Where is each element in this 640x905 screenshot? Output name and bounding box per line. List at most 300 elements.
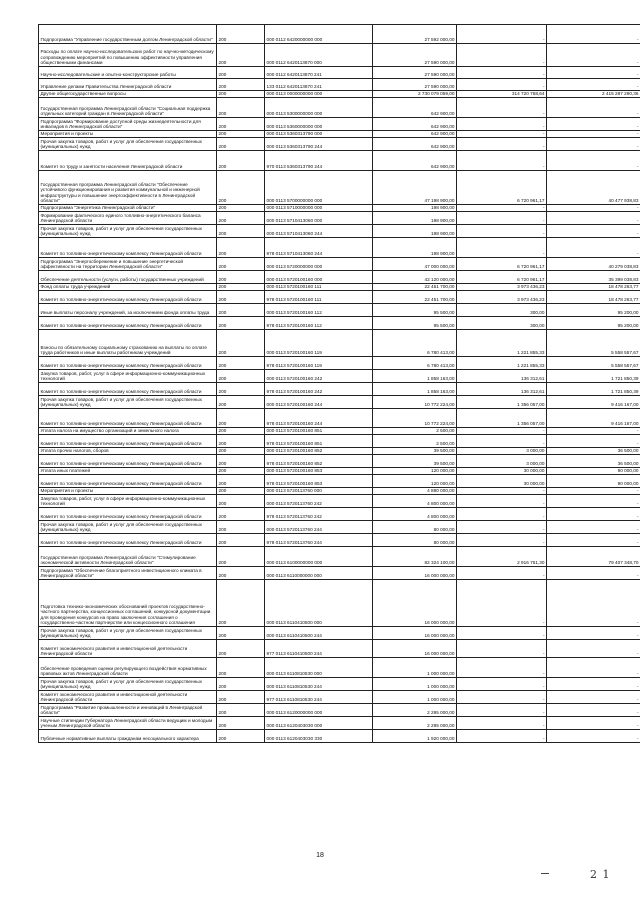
row-name-cell: Комитет экономического развития и инвестиционной деятельности Ленинградской области bbox=[39, 640, 217, 658]
row-approved-amount-cell: 4 800 000,00 bbox=[373, 495, 457, 508]
row-executed-amount-cell: 1 221 855,33 bbox=[457, 330, 547, 357]
table-row bbox=[39, 627, 640, 640]
row-line-code-cell: 200 bbox=[217, 627, 265, 640]
row-line-code-cell: 200 bbox=[217, 730, 265, 743]
row-unexecuted-amount-cell: - bbox=[547, 25, 640, 44]
row-line-code-cell: 200 bbox=[217, 475, 265, 488]
row-approved-amount-cell: 10 772 224,00 bbox=[373, 396, 457, 409]
row-approved-amount-cell: 2 295 000,00 bbox=[373, 704, 457, 717]
row-unexecuted-amount-cell: - bbox=[547, 212, 640, 225]
row-approved-amount-cell: 80 000,00 bbox=[373, 534, 457, 547]
row-unexecuted-amount-cell: 9 416 167,00 bbox=[547, 396, 640, 409]
row-classification-code-cell: 000 0113 5720100160 242 bbox=[265, 370, 373, 383]
row-line-code-cell: 200 bbox=[217, 409, 265, 428]
row-classification-code-cell: 000 0113 5720100160 853 bbox=[265, 468, 373, 475]
row-line-code-cell: 200 bbox=[217, 495, 265, 508]
row-unexecuted-amount-cell: 1 721 850,39 bbox=[547, 383, 640, 396]
row-classification-code-cell: 000 0113 6100000000 000 bbox=[265, 547, 373, 567]
row-executed-amount-cell: 6 720 961,17 bbox=[457, 171, 547, 205]
row-classification-code-cell: 000 0113 6110410500 000 bbox=[265, 580, 373, 627]
row-unexecuted-amount-cell: - bbox=[547, 435, 640, 448]
row-unexecuted-amount-cell: 9 416 167,00 bbox=[547, 409, 640, 428]
row-executed-amount-cell: - bbox=[457, 25, 547, 44]
row-classification-code-cell: 000 0113 5710413060 244 bbox=[265, 225, 373, 238]
row-name-cell: Прочая закупка товаров, работ и услуг для обеспечения государственных (муниципальных) нужд bbox=[39, 627, 217, 640]
table-row bbox=[39, 271, 640, 284]
row-line-code-cell: 200 bbox=[217, 258, 265, 271]
row-classification-code-cell: 000 0113 5720113760 244 bbox=[265, 521, 373, 534]
table-row bbox=[39, 495, 640, 508]
row-approved-amount-cell: 22 451 700,00 bbox=[373, 291, 457, 304]
row-unexecuted-amount-cell: 2 415 287 290,36 bbox=[547, 91, 640, 98]
row-approved-amount-cell: 4 800 000,00 bbox=[373, 508, 457, 521]
row-executed-amount-cell: 3 973 436,23 bbox=[457, 291, 547, 304]
row-unexecuted-amount-cell: - bbox=[547, 98, 640, 118]
row-line-code-cell: 200 bbox=[217, 225, 265, 238]
table-row bbox=[39, 448, 640, 455]
row-classification-code-cell: 000 0112 6420000000 000 bbox=[265, 25, 373, 44]
table-row bbox=[39, 67, 640, 79]
row-name-cell: Мероприятия и проекты bbox=[39, 488, 217, 495]
row-line-code-cell: 200 bbox=[217, 640, 265, 658]
table-row bbox=[39, 468, 640, 475]
row-name-cell: Мероприятия и проекты bbox=[39, 131, 217, 138]
row-classification-code-cell: 000 0113 5720113760 000 bbox=[265, 488, 373, 495]
row-line-code-cell: 200 bbox=[217, 678, 265, 691]
row-unexecuted-amount-cell: 40 279 038,83 bbox=[547, 258, 640, 271]
row-approved-amount-cell: 6 780 413,00 bbox=[373, 330, 457, 357]
row-name-cell: Комитет по топливно-энергетическому комплексу Ленинградской области bbox=[39, 317, 217, 330]
row-approved-amount-cell: 47 198 900,00 bbox=[373, 171, 457, 205]
row-name-cell: Комитет экономического развития и инвестиционной деятельности Ленинградской области bbox=[39, 691, 217, 704]
table-row bbox=[39, 717, 640, 730]
table-row bbox=[39, 291, 640, 304]
table-row bbox=[39, 508, 640, 521]
row-name-cell: Иные выплаты персоналу учреждений, за исключением фонда оплаты труда bbox=[39, 304, 217, 317]
row-executed-amount-cell: 1 356 057,00 bbox=[457, 396, 547, 409]
row-name-cell: Фонд оплаты труда учреждений bbox=[39, 284, 217, 291]
row-name-cell: Государственная программа Ленинградской области "Стимулирование экономической активности Ленинградской области" bbox=[39, 547, 217, 567]
table-row bbox=[39, 138, 640, 151]
table-row bbox=[39, 131, 640, 138]
row-executed-amount-cell: 1 356 057,00 bbox=[457, 409, 547, 428]
row-classification-code-cell: 000 0113 5720100160 111 bbox=[265, 284, 373, 291]
row-name-cell: Научно-исследовательские и опытно-конструкторские работы bbox=[39, 67, 217, 79]
table-row bbox=[39, 284, 640, 291]
row-unexecuted-amount-cell: 90 000,00 bbox=[547, 468, 640, 475]
row-unexecuted-amount-cell: 1 721 850,39 bbox=[547, 370, 640, 383]
table-row bbox=[39, 475, 640, 488]
row-approved-amount-cell: 16 000 000,00 bbox=[373, 627, 457, 640]
row-name-cell: Комитет по топливно-энергетическому комплексу Ленинградской области bbox=[39, 409, 217, 428]
table-row bbox=[39, 171, 640, 205]
row-line-code-cell: 200 bbox=[217, 317, 265, 330]
table-row bbox=[39, 396, 640, 409]
row-line-code-cell: 200 bbox=[217, 428, 265, 435]
row-classification-code-cell: 000 0113 6110810530 000 bbox=[265, 658, 373, 678]
row-executed-amount-cell: 1 221 855,33 bbox=[457, 357, 547, 370]
row-executed-amount-cell: 30 000,00 bbox=[457, 475, 547, 488]
row-classification-code-cell: 000 0112 6420113870 000 bbox=[265, 44, 373, 67]
row-line-code-cell: 200 bbox=[217, 330, 265, 357]
row-executed-amount-cell: - bbox=[457, 67, 547, 79]
row-line-code-cell: 200 bbox=[217, 717, 265, 730]
row-unexecuted-amount-cell: 79 407 348,70 bbox=[547, 547, 640, 567]
row-executed-amount-cell: - bbox=[457, 627, 547, 640]
row-unexecuted-amount-cell: - bbox=[547, 627, 640, 640]
row-classification-code-cell: 000 0113 5720100160 244 bbox=[265, 396, 373, 409]
row-unexecuted-amount-cell: 18 478 263,77 bbox=[547, 284, 640, 291]
row-name-cell: Прочая закупка товаров, работ и услуг для обеспечения государственных (муниципальных) нужд bbox=[39, 521, 217, 534]
row-name-cell: Прочая закупка товаров, работ и услуг для обеспечения государственных (муниципальных) нужд bbox=[39, 225, 217, 238]
row-classification-code-cell: 000 0113 5300000000 000 bbox=[265, 98, 373, 118]
row-executed-amount-cell: - bbox=[457, 704, 547, 717]
row-executed-amount-cell: - bbox=[457, 212, 547, 225]
row-name-cell: Подпрограмма "Энергосбережение и повышение энергетической эффективности на территории Ленинградской области" bbox=[39, 258, 217, 271]
row-executed-amount-cell: 136 312,61 bbox=[457, 383, 547, 396]
row-name-cell: Подготовка технико-экономических обоснований проектов государственно-частного партнерства, концессионных соглашений, конкурсной документации для проведения конкурсов на право заключения соглашения о государственно-частном партнерстве или концессионного соглашения bbox=[39, 580, 217, 627]
row-approved-amount-cell: 198 900,00 bbox=[373, 238, 457, 258]
table-row bbox=[39, 304, 640, 317]
row-unexecuted-amount-cell: - bbox=[547, 495, 640, 508]
row-unexecuted-amount-cell: 95 200,00 bbox=[547, 304, 640, 317]
page-number: 18 bbox=[316, 852, 324, 859]
row-approved-amount-cell: 1 000 000,00 bbox=[373, 658, 457, 678]
row-classification-code-cell: 970 0113 5360313790 244 bbox=[265, 151, 373, 171]
row-executed-amount-cell: 6 720 961,17 bbox=[457, 271, 547, 284]
table-row bbox=[39, 521, 640, 534]
row-approved-amount-cell: 642 900,00 bbox=[373, 98, 457, 118]
table-row bbox=[39, 428, 640, 435]
row-name-cell: Подпрограмма "Обеспечение благоприятного инвестиционного климата в Ленинградской области" bbox=[39, 567, 217, 580]
row-approved-amount-cell: 642 900,00 bbox=[373, 131, 457, 138]
table-row bbox=[39, 691, 640, 704]
row-approved-amount-cell: 42 120 000,00 bbox=[373, 271, 457, 284]
row-classification-code-cell: 978 0113 5720100160 851 bbox=[265, 435, 373, 448]
row-unexecuted-amount-cell: - bbox=[547, 118, 640, 131]
table-row bbox=[39, 98, 640, 118]
row-approved-amount-cell: 2 730 079 059,00 bbox=[373, 91, 457, 98]
row-unexecuted-amount-cell: - bbox=[547, 704, 640, 717]
row-approved-amount-cell: 1 000 000,00 bbox=[373, 691, 457, 704]
row-unexecuted-amount-cell: - bbox=[547, 225, 640, 238]
row-approved-amount-cell: 95 500,00 bbox=[373, 317, 457, 330]
row-line-code-cell: 200 bbox=[217, 25, 265, 44]
table-row bbox=[39, 151, 640, 171]
row-line-code-cell: 200 bbox=[217, 704, 265, 717]
row-approved-amount-cell: 27 592 000,00 bbox=[373, 25, 457, 44]
row-classification-code-cell: 000 0113 5700000000 000 bbox=[265, 171, 373, 205]
row-unexecuted-amount-cell: 36 500,00 bbox=[547, 455, 640, 468]
row-line-code-cell: 200 bbox=[217, 658, 265, 678]
row-name-cell: Комитет по топливно-энергетическому комплексу Ленинградской области bbox=[39, 508, 217, 521]
row-unexecuted-amount-cell: - bbox=[547, 678, 640, 691]
row-approved-amount-cell: 1 000 000,00 bbox=[373, 678, 457, 691]
row-classification-code-cell: 000 0113 6120403030 000 bbox=[265, 717, 373, 730]
table-row bbox=[39, 678, 640, 691]
row-name-cell: Государственная программа Ленинградской области "Социальная поддержка отдельных категорий граждан в Ленинградской области" bbox=[39, 98, 217, 118]
row-line-code-cell: 200 bbox=[217, 271, 265, 284]
row-line-code-cell: 200 bbox=[217, 131, 265, 138]
row-classification-code-cell: 000 0113 6120000000 000 bbox=[265, 704, 373, 717]
row-line-code-cell: 200 bbox=[217, 383, 265, 396]
row-approved-amount-cell: 1 920 000,00 bbox=[373, 730, 457, 743]
row-line-code-cell: 200 bbox=[217, 448, 265, 455]
table-row bbox=[39, 79, 640, 91]
row-line-code-cell: 200 bbox=[217, 118, 265, 131]
row-approved-amount-cell: 16 000 000,00 bbox=[373, 580, 457, 627]
row-approved-amount-cell: 27 590 000,00 bbox=[373, 79, 457, 91]
row-name-cell: Комитет по топливно-энергетическому комплексу Ленинградской области bbox=[39, 238, 217, 258]
table-row bbox=[39, 91, 640, 98]
row-line-code-cell: 200 bbox=[217, 547, 265, 567]
row-name-cell: Уплата прочих налогов, сборов bbox=[39, 448, 217, 455]
row-unexecuted-amount-cell: - bbox=[547, 67, 640, 79]
row-approved-amount-cell: 198 900,00 bbox=[373, 212, 457, 225]
row-line-code-cell: 200 bbox=[217, 468, 265, 475]
row-line-code-cell: 200 bbox=[217, 455, 265, 468]
row-classification-code-cell: 000 0113 5360313790 000 bbox=[265, 131, 373, 138]
row-unexecuted-amount-cell: - bbox=[547, 717, 640, 730]
row-unexecuted-amount-cell: - bbox=[547, 658, 640, 678]
row-approved-amount-cell: 39 500,00 bbox=[373, 448, 457, 455]
row-name-cell: Комитет по топливно-энергетическому комплексу Ленинградской области bbox=[39, 534, 217, 547]
row-unexecuted-amount-cell: - bbox=[547, 691, 640, 704]
row-classification-code-cell: 000 0113 6110810530 244 bbox=[265, 678, 373, 691]
row-approved-amount-cell: 198 900,00 bbox=[373, 225, 457, 238]
row-executed-amount-cell: - bbox=[457, 488, 547, 495]
row-unexecuted-amount-cell: - bbox=[547, 730, 640, 743]
row-executed-amount-cell: 3 973 436,23 bbox=[457, 284, 547, 291]
table-body bbox=[39, 25, 640, 743]
row-name-cell: Комитет по труду и занятости населения Ленинградской области bbox=[39, 151, 217, 171]
row-unexecuted-amount-cell: 5 558 557,67 bbox=[547, 330, 640, 357]
row-executed-amount-cell: 30 000,00 bbox=[457, 468, 547, 475]
row-classification-code-cell: 978 0113 5720100160 242 bbox=[265, 383, 373, 396]
row-classification-code-cell: 000 0113 6110410500 244 bbox=[265, 627, 373, 640]
row-classification-code-cell: 000 0113 0000000000 000 bbox=[265, 91, 373, 98]
row-classification-code-cell: 978 0113 5720100160 119 bbox=[265, 357, 373, 370]
table-row bbox=[39, 730, 640, 743]
row-name-cell: Прочая закупка товаров, работ и услуг для обеспечения государственных (муниципальных) нужд bbox=[39, 396, 217, 409]
row-classification-code-cell: 000 0113 6120403030 330 bbox=[265, 730, 373, 743]
row-executed-amount-cell: 6 720 961,17 bbox=[457, 258, 547, 271]
row-unexecuted-amount-cell: - bbox=[547, 79, 640, 91]
row-name-cell: Закупка товаров, работ, услуг в сфере информационно-коммуникационных технологий bbox=[39, 370, 217, 383]
row-unexecuted-amount-cell: - bbox=[547, 508, 640, 521]
row-classification-code-cell: 977 0113 6110410500 244 bbox=[265, 640, 373, 658]
table-row bbox=[39, 258, 640, 271]
row-name-cell: Подпрограмма "Формирование доступной среды жизнедеятельности для инвалидов в Ленинградской области" bbox=[39, 118, 217, 131]
row-name-cell: Комитет по топливно-энергетическому комплексу Ленинградской области bbox=[39, 357, 217, 370]
table-row bbox=[39, 547, 640, 567]
row-executed-amount-cell: - bbox=[457, 678, 547, 691]
row-approved-amount-cell: 16 000 000,00 bbox=[373, 640, 457, 658]
table-row bbox=[39, 44, 640, 67]
row-executed-amount-cell: 300,00 bbox=[457, 317, 547, 330]
row-name-cell: Комитет по топливно-энергетическому комплексу Ленинградской области bbox=[39, 383, 217, 396]
row-executed-amount-cell: 136 312,61 bbox=[457, 370, 547, 383]
row-unexecuted-amount-cell: - bbox=[547, 488, 640, 495]
row-executed-amount-cell: - bbox=[457, 640, 547, 658]
row-classification-code-cell: 977 0113 6110810530 244 bbox=[265, 691, 373, 704]
row-executed-amount-cell: 2 916 751,30 bbox=[457, 547, 547, 567]
row-classification-code-cell: 978 0113 5720113760 242 bbox=[265, 508, 373, 521]
row-classification-code-cell: 978 0113 5720100160 853 bbox=[265, 475, 373, 488]
row-approved-amount-cell: 120 000,00 bbox=[373, 468, 457, 475]
table-row bbox=[39, 212, 640, 225]
row-line-code-cell: 200 bbox=[217, 44, 265, 67]
row-unexecuted-amount-cell: - bbox=[547, 205, 640, 212]
row-executed-amount-cell: 300,00 bbox=[457, 304, 547, 317]
row-classification-code-cell: 000 0113 5720000000 000 bbox=[265, 258, 373, 271]
row-name-cell: Взносы по обязательному социальному страхованию на выплаты по оплате труда работников и иные выплаты работникам учреждений bbox=[39, 330, 217, 357]
table-row bbox=[39, 118, 640, 131]
row-approved-amount-cell: 39 500,00 bbox=[373, 455, 457, 468]
row-executed-amount-cell: 3 000,00 bbox=[457, 455, 547, 468]
row-executed-amount-cell: 3 000,00 bbox=[457, 448, 547, 455]
row-approved-amount-cell: 16 000 000,00 bbox=[373, 567, 457, 580]
row-unexecuted-amount-cell: - bbox=[547, 534, 640, 547]
row-name-cell: Закупка товаров, работ, услуг в сфере информационно-коммуникационных технологий bbox=[39, 495, 217, 508]
row-unexecuted-amount-cell: 90 000,00 bbox=[547, 475, 640, 488]
row-executed-amount-cell: 314 720 768,64 bbox=[457, 91, 547, 98]
row-unexecuted-amount-cell: - bbox=[547, 151, 640, 171]
row-approved-amount-cell: 82 324 100,00 bbox=[373, 547, 457, 567]
row-approved-amount-cell: 6 780 413,00 bbox=[373, 357, 457, 370]
row-executed-amount-cell: - bbox=[457, 428, 547, 435]
row-approved-amount-cell: 27 590 000,00 bbox=[373, 44, 457, 67]
row-classification-code-cell: 000 0113 5360313790 244 bbox=[265, 138, 373, 151]
row-approved-amount-cell: 10 772 224,00 bbox=[373, 409, 457, 428]
row-name-cell: Комитет по топливно-энергетическому комплексу Ленинградской области bbox=[39, 291, 217, 304]
table-row bbox=[39, 409, 640, 428]
row-classification-code-cell: 000 0113 5710413060 000 bbox=[265, 212, 373, 225]
row-line-code-cell: 200 bbox=[217, 396, 265, 409]
row-name-cell: Комитет по топливно-энергетическому комплексу Ленинградской области bbox=[39, 455, 217, 468]
row-name-cell: Расходы по оплате научно-исследовательских работ по научно-методическому сопровождению мероприятий по повышению эффективности управления общественными финансами bbox=[39, 44, 217, 67]
row-line-code-cell: 200 bbox=[217, 79, 265, 91]
row-unexecuted-amount-cell: - bbox=[547, 131, 640, 138]
row-executed-amount-cell: - bbox=[457, 435, 547, 448]
row-line-code-cell: 200 bbox=[217, 370, 265, 383]
table-row bbox=[39, 658, 640, 678]
row-classification-code-cell: 000 0112 6420113870 241 bbox=[265, 67, 373, 79]
row-classification-code-cell: 000 0113 5720113760 242 bbox=[265, 495, 373, 508]
row-line-code-cell: 200 bbox=[217, 534, 265, 547]
row-unexecuted-amount-cell: - bbox=[547, 521, 640, 534]
row-name-cell: Другие общегосударственные вопросы bbox=[39, 91, 217, 98]
row-approved-amount-cell: 198 900,00 bbox=[373, 205, 457, 212]
row-name-cell: Обеспечение деятельности (услуги, работы) государственных учреждений bbox=[39, 271, 217, 284]
row-line-code-cell: 200 bbox=[217, 521, 265, 534]
row-classification-code-cell: 978 0113 5720113760 244 bbox=[265, 534, 373, 547]
row-line-code-cell: 200 bbox=[217, 304, 265, 317]
row-executed-amount-cell: - bbox=[457, 717, 547, 730]
row-approved-amount-cell: 642 900,00 bbox=[373, 138, 457, 151]
table-row bbox=[39, 225, 640, 238]
row-line-code-cell: 200 bbox=[217, 435, 265, 448]
row-classification-code-cell: 000 0113 5720100160 851 bbox=[265, 428, 373, 435]
row-line-code-cell: 200 bbox=[217, 238, 265, 258]
row-name-cell: Управление делами Правительства Ленинградской области bbox=[39, 79, 217, 91]
table-row bbox=[39, 238, 640, 258]
row-approved-amount-cell: 642 900,00 bbox=[373, 151, 457, 171]
pen-dash-mark bbox=[541, 873, 549, 874]
table-row bbox=[39, 640, 640, 658]
row-unexecuted-amount-cell: 95 200,00 bbox=[547, 317, 640, 330]
row-unexecuted-amount-cell: - bbox=[547, 428, 640, 435]
row-name-cell: Прочая закупка товаров, работ и услуг для обеспечения государственных (муниципальных) нужд bbox=[39, 678, 217, 691]
row-name-cell: Прочая закупка товаров, работ и услуг для обеспечения государственных (муниципальных) нужд bbox=[39, 138, 217, 151]
row-classification-code-cell: 000 0113 6110000000 000 bbox=[265, 567, 373, 580]
row-classification-code-cell: 000 0113 5360000000 000 bbox=[265, 118, 373, 131]
row-name-cell: Формирование фактического единого топливно-энергетического баланса Ленинградской области bbox=[39, 212, 217, 225]
row-name-cell: Научные стипендии Губернатора Ленинградской области ведущим и молодым ученым Ленинградской области bbox=[39, 717, 217, 730]
row-approved-amount-cell: 4 880 000,00 bbox=[373, 488, 457, 495]
row-line-code-cell: 200 bbox=[217, 291, 265, 304]
row-approved-amount-cell: 47 000 000,00 bbox=[373, 258, 457, 271]
row-approved-amount-cell: 1 858 163,00 bbox=[373, 370, 457, 383]
row-approved-amount-cell: 120 000,00 bbox=[373, 475, 457, 488]
row-line-code-cell: 200 bbox=[217, 151, 265, 171]
row-line-code-cell: 200 bbox=[217, 284, 265, 291]
row-name-cell: Уплата налога на имущество организаций и земельного налога bbox=[39, 428, 217, 435]
table-row bbox=[39, 488, 640, 495]
row-line-code-cell: 200 bbox=[217, 567, 265, 580]
row-name-cell: Обеспечение проведения оценки регулирующего воздействия нормативных правовых актов Ленинградской области bbox=[39, 658, 217, 678]
row-executed-amount-cell: - bbox=[457, 691, 547, 704]
row-unexecuted-amount-cell: - bbox=[547, 138, 640, 151]
row-name-cell: Комитет по топливно-энергетическому комплексу Ленинградской области bbox=[39, 435, 217, 448]
row-approved-amount-cell: 95 500,00 bbox=[373, 304, 457, 317]
row-executed-amount-cell: - bbox=[457, 98, 547, 118]
row-unexecuted-amount-cell: 35 399 038,83 bbox=[547, 271, 640, 284]
table-row bbox=[39, 25, 640, 44]
row-executed-amount-cell: - bbox=[457, 151, 547, 171]
row-line-code-cell: 200 bbox=[217, 171, 265, 205]
row-unexecuted-amount-cell: 36 500,00 bbox=[547, 448, 640, 455]
table-row bbox=[39, 383, 640, 396]
row-line-code-cell: 200 bbox=[217, 212, 265, 225]
row-executed-amount-cell: - bbox=[457, 567, 547, 580]
row-approved-amount-cell: 27 590 000,00 bbox=[373, 67, 457, 79]
row-executed-amount-cell: - bbox=[457, 495, 547, 508]
row-executed-amount-cell: - bbox=[457, 508, 547, 521]
row-unexecuted-amount-cell: - bbox=[547, 580, 640, 627]
row-approved-amount-cell: 2 500,00 bbox=[373, 428, 457, 435]
table-row bbox=[39, 580, 640, 627]
row-executed-amount-cell: - bbox=[457, 79, 547, 91]
row-classification-code-cell: 000 0113 5720100160 000 bbox=[265, 271, 373, 284]
row-executed-amount-cell: - bbox=[457, 225, 547, 238]
row-classification-code-cell: 978 0113 5710413060 244 bbox=[265, 238, 373, 258]
row-name-cell: Подпрограмма "Энергетика Ленинградской области" bbox=[39, 205, 217, 212]
table-row bbox=[39, 567, 640, 580]
row-executed-amount-cell: - bbox=[457, 205, 547, 212]
row-classification-code-cell: 000 0113 5720100160 112 bbox=[265, 304, 373, 317]
handwritten-mark: 2 1 bbox=[590, 868, 611, 881]
table-row bbox=[39, 370, 640, 383]
table-row bbox=[39, 317, 640, 330]
budget-execution-table bbox=[38, 24, 640, 743]
row-name-cell: Подпрограмма "Управление государственным долгом Ленинградской области" bbox=[39, 25, 217, 44]
row-executed-amount-cell: - bbox=[457, 730, 547, 743]
row-approved-amount-cell: 1 858 163,00 bbox=[373, 383, 457, 396]
row-classification-code-cell: 978 0113 5720100160 112 bbox=[265, 317, 373, 330]
row-classification-code-cell: 978 0113 5720100160 852 bbox=[265, 455, 373, 468]
row-line-code-cell: 200 bbox=[217, 67, 265, 79]
